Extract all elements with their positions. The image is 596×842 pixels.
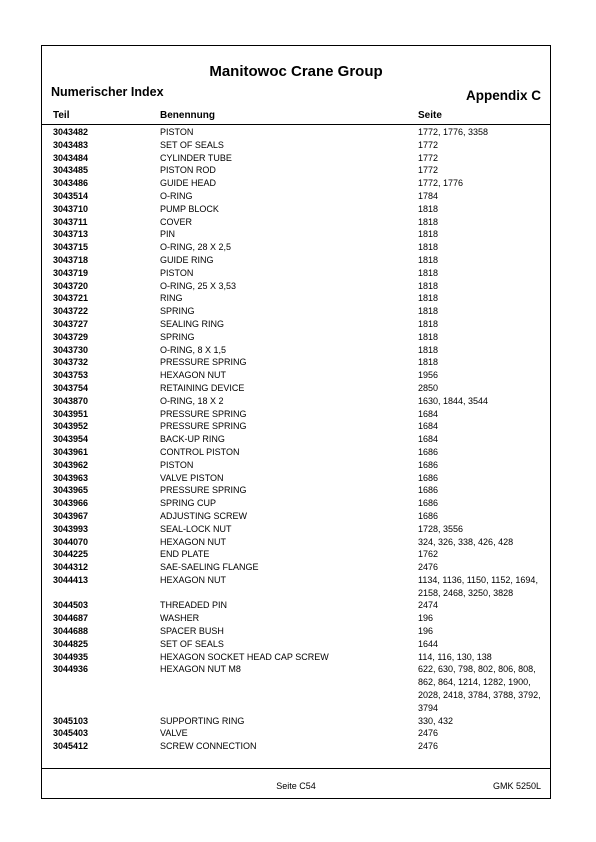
table-row xyxy=(42,228,550,241)
part-number: 3044825 xyxy=(53,638,89,649)
page-references: 2850 xyxy=(418,382,439,393)
page-references: 1818 xyxy=(418,229,439,240)
part-number: 3043961 xyxy=(53,446,89,457)
table-row xyxy=(42,612,550,625)
table-row xyxy=(42,472,550,485)
part-number: 3043753 xyxy=(53,370,89,381)
part-name: PRESSURE SPRING xyxy=(160,485,247,496)
page-references: 196 xyxy=(418,613,434,624)
index-subtitle: Numerischer Index xyxy=(51,85,164,99)
table-row xyxy=(42,241,550,254)
table-row xyxy=(42,152,550,165)
page-references: 1728, 3556 xyxy=(418,523,464,534)
part-name: PUMP BLOCK xyxy=(160,203,219,214)
page-references: 1134, 1136, 1150, 1152, 1694, 2158, 2468, 3250, 3828 xyxy=(418,574,538,598)
table-row xyxy=(42,254,550,267)
table-row xyxy=(42,203,550,216)
part-number: 3045412 xyxy=(53,741,89,752)
table-row xyxy=(42,497,550,510)
table-row xyxy=(42,625,550,638)
part-name: SPACER BUSH xyxy=(160,626,224,637)
part-number: 3043718 xyxy=(53,254,89,265)
part-number: 3043710 xyxy=(53,203,89,214)
part-number: 3043967 xyxy=(53,510,89,521)
page-references: 1772, 1776 xyxy=(418,178,464,189)
part-name: COVER xyxy=(160,216,193,227)
page-references: 196 xyxy=(418,626,434,637)
part-number: 3043721 xyxy=(53,293,89,304)
part-number: 3043720 xyxy=(53,280,89,291)
part-name: O-RING xyxy=(160,190,193,201)
column-header-part: Teil xyxy=(53,110,70,121)
table-row xyxy=(42,126,550,139)
part-name: HEXAGON NUT xyxy=(160,574,227,585)
table-row xyxy=(42,715,550,728)
appendix-label: Appendix C xyxy=(465,88,541,103)
part-name: SCREW CONNECTION xyxy=(160,741,257,752)
part-number: 3043729 xyxy=(53,331,89,342)
part-number: 3043484 xyxy=(53,152,89,163)
table-row xyxy=(42,740,550,753)
part-number: 3043754 xyxy=(53,382,89,393)
page-references: 1818 xyxy=(418,318,439,329)
part-name: SPRING xyxy=(160,331,195,342)
table-row xyxy=(42,663,550,714)
part-number: 3043722 xyxy=(53,306,89,317)
part-name: PRESSURE SPRING xyxy=(160,421,247,432)
table-row xyxy=(42,292,550,305)
table-row xyxy=(42,344,550,357)
part-number: 3044935 xyxy=(53,651,89,662)
index-table-body xyxy=(42,126,550,753)
page-references: 1684 xyxy=(418,408,439,419)
page-references: 622, 630, 798, 802, 806, 808, 862, 864, 1214, 1282, 1900, 2028, 2418, 3784, 3788, 3792, 3794 xyxy=(418,664,541,713)
page-references: 2476 xyxy=(418,728,439,739)
part-number: 3044688 xyxy=(53,626,89,637)
table-row xyxy=(42,369,550,382)
page-references: 324, 326, 338, 426, 428 xyxy=(418,536,514,547)
part-number: 3043993 xyxy=(53,523,89,534)
table-row xyxy=(42,574,550,600)
table-row xyxy=(42,484,550,497)
table-row xyxy=(42,536,550,549)
part-name: THREADED PIN xyxy=(160,600,228,611)
table-row xyxy=(42,727,550,740)
part-name: CONTROL PISTON xyxy=(160,446,240,457)
table-row xyxy=(42,190,550,203)
page-references: 2476 xyxy=(418,741,439,752)
table-row xyxy=(42,523,550,536)
page-references: 1686 xyxy=(418,498,439,509)
part-name: VALVE PISTON xyxy=(160,472,224,483)
part-name: WASHER xyxy=(160,613,200,624)
part-number: 3043486 xyxy=(53,178,89,189)
part-number: 3044413 xyxy=(53,574,89,585)
part-name: O-RING, 28 X 2,5 xyxy=(160,242,232,253)
part-name: VALVE xyxy=(160,728,188,739)
page-references: 1784 xyxy=(418,190,439,201)
table-row xyxy=(42,318,550,331)
page-references: 1818 xyxy=(418,331,439,342)
table-row xyxy=(42,420,550,433)
page-references: 1772 xyxy=(418,152,439,163)
page-references: 2476 xyxy=(418,562,439,573)
page-references: 1684 xyxy=(418,434,439,445)
part-name: O-RING, 8 X 1,5 xyxy=(160,344,227,355)
part-name: HEXAGON NUT xyxy=(160,536,227,547)
page-references: 1686 xyxy=(418,485,439,496)
table-row xyxy=(42,561,550,574)
part-number: 3043715 xyxy=(53,242,89,253)
page-references: 1818 xyxy=(418,267,439,278)
page-references: 1686 xyxy=(418,459,439,470)
page-references: 1630, 1844, 3544 xyxy=(418,395,489,406)
part-name: HEXAGON SOCKET HEAD CAP SCREW xyxy=(160,651,329,662)
part-name: SPRING CUP xyxy=(160,498,217,509)
part-number: 3045403 xyxy=(53,728,89,739)
part-name: END PLATE xyxy=(160,549,210,560)
part-name: HEXAGON NUT M8 xyxy=(160,664,241,675)
part-number: 3043719 xyxy=(53,267,89,278)
page-references: 1818 xyxy=(418,203,439,214)
part-name: PIN xyxy=(160,229,176,240)
part-name: SEAL-LOCK NUT xyxy=(160,523,232,534)
page-number: Seite C54 xyxy=(276,781,316,791)
table-row xyxy=(42,651,550,664)
part-number: 3044503 xyxy=(53,600,89,611)
part-name: CYLINDER TUBE xyxy=(160,152,232,163)
table-row xyxy=(42,446,550,459)
table-row xyxy=(42,280,550,293)
page-references: 1818 xyxy=(418,344,439,355)
model-label: GMK 5250L xyxy=(492,781,541,791)
part-name: SET OF SEALS xyxy=(160,638,224,649)
table-row xyxy=(42,216,550,229)
page-references: 1772 xyxy=(418,139,439,150)
page-references: 1818 xyxy=(418,254,439,265)
part-name: PISTON ROD xyxy=(160,165,216,176)
part-name: RING xyxy=(160,293,183,304)
table-row xyxy=(42,459,550,472)
table-row xyxy=(42,177,550,190)
table-row xyxy=(42,638,550,651)
table-header xyxy=(42,110,550,124)
part-number: 3043711 xyxy=(53,216,88,227)
part-name: SUPPORTING RING xyxy=(160,715,245,726)
page-references: 1686 xyxy=(418,446,439,457)
table-row xyxy=(42,408,550,421)
footer-divider xyxy=(42,768,550,769)
part-name: BACK-UP RING xyxy=(160,434,225,445)
part-name: PRESSURE SPRING xyxy=(160,408,247,419)
part-number: 3043732 xyxy=(53,357,89,368)
page-references: 1686 xyxy=(418,472,439,483)
part-number: 3043954 xyxy=(53,434,89,445)
page-references: 1686 xyxy=(418,510,439,521)
table-row xyxy=(42,305,550,318)
part-name: PISTON xyxy=(160,459,194,470)
part-number: 3043870 xyxy=(53,395,89,406)
page-references: 1644 xyxy=(418,638,439,649)
part-number: 3043483 xyxy=(53,139,89,150)
page-references: 1772 xyxy=(418,165,439,176)
page-frame xyxy=(41,45,551,799)
part-number: 3044687 xyxy=(53,613,89,624)
table-row xyxy=(42,164,550,177)
part-number: 3044312 xyxy=(53,562,89,573)
part-name: GUIDE RING xyxy=(160,254,214,265)
table-row xyxy=(42,395,550,408)
document-title: Manitowoc Crane Group xyxy=(209,63,383,80)
part-name: O-RING, 18 X 2 xyxy=(160,395,224,406)
part-number: 3043727 xyxy=(53,318,89,329)
part-name: SPRING xyxy=(160,306,195,317)
part-number: 3043965 xyxy=(53,485,89,496)
table-row xyxy=(42,331,550,344)
part-number: 3043730 xyxy=(53,344,89,355)
part-name: RETAINING DEVICE xyxy=(160,382,245,393)
part-number: 3043963 xyxy=(53,472,89,483)
table-row xyxy=(42,267,550,280)
part-number: 3043485 xyxy=(53,165,89,176)
page-references: 1818 xyxy=(418,357,439,368)
table-row xyxy=(42,356,550,369)
part-number: 3043713 xyxy=(53,229,89,240)
part-name: ADJUSTING SCREW xyxy=(160,510,248,521)
part-number: 3044225 xyxy=(53,549,89,560)
page-references: 1762 xyxy=(418,549,439,560)
table-row xyxy=(42,599,550,612)
part-name: PRESSURE SPRING xyxy=(160,357,247,368)
part-number: 3043951 xyxy=(53,408,89,419)
page-references: 1818 xyxy=(418,242,439,253)
page-references: 1684 xyxy=(418,421,439,432)
part-number: 3043482 xyxy=(53,127,89,137)
page-references: 330, 432 xyxy=(418,715,454,726)
page-references: 1772, 1776, 3358 xyxy=(418,127,489,137)
part-name: SAE-SAELING FLANGE xyxy=(160,562,259,573)
part-name: PISTON xyxy=(160,267,194,278)
table-row xyxy=(42,139,550,152)
table-row xyxy=(42,548,550,561)
column-header-pages: Seite xyxy=(418,110,442,121)
part-number: 3043952 xyxy=(53,421,89,432)
part-number: 3043962 xyxy=(53,459,89,470)
column-header-name: Benennung xyxy=(160,110,215,121)
table-row xyxy=(42,382,550,395)
page-references: 1818 xyxy=(418,216,439,227)
part-name: SEALING RING xyxy=(160,318,225,329)
part-number: 3044936 xyxy=(53,664,89,675)
header-divider xyxy=(42,124,550,125)
page-references: 1818 xyxy=(418,306,439,317)
part-name: HEXAGON NUT xyxy=(160,370,227,381)
part-name: PISTON xyxy=(160,127,194,137)
part-number: 3044070 xyxy=(53,536,89,547)
page-references: 2474 xyxy=(418,600,439,611)
page-references: 1956 xyxy=(418,370,439,381)
part-number: 3043966 xyxy=(53,498,89,509)
part-name: GUIDE HEAD xyxy=(160,178,217,189)
part-name: O-RING, 25 X 3,53 xyxy=(160,280,237,291)
page-references: 1818 xyxy=(418,280,439,291)
part-number: 3043514 xyxy=(53,190,89,201)
page-references: 114, 116, 130, 138 xyxy=(418,651,492,662)
table-row xyxy=(42,433,550,446)
table-row xyxy=(42,510,550,523)
page-references: 1818 xyxy=(418,293,439,304)
part-name: SET OF SEALS xyxy=(160,139,224,150)
part-number: 3045103 xyxy=(53,715,89,726)
